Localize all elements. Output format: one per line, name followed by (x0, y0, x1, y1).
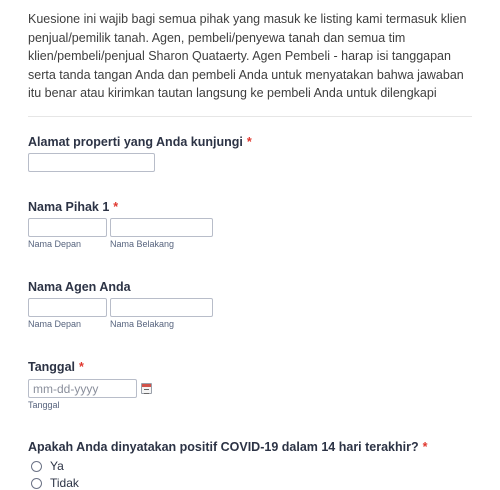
date-label (28, 360, 84, 374)
calendar-icon[interactable] (141, 383, 152, 394)
date-input[interactable] (28, 379, 137, 398)
covid-option-ya[interactable] (31, 459, 64, 473)
required-mark: * (79, 360, 84, 374)
covid-option-tidak[interactable] (31, 476, 79, 490)
covid-option-ya-label: Ya (50, 459, 64, 473)
address-input[interactable] (28, 153, 155, 172)
date-sublabel: Tanggal (28, 400, 60, 410)
required-mark: * (113, 200, 119, 214)
covid-question-label (28, 440, 428, 454)
party1-last-name-input[interactable] (110, 218, 213, 237)
address-label-text: Alamat properti yang Anda kunjungi (28, 135, 243, 149)
party1-first-name-sublabel: Nama Depan (28, 239, 82, 249)
agent-first-name-sublabel: Nama Depan (28, 319, 82, 329)
date-label-text: Tanggal (28, 360, 75, 374)
agent-last-name-input[interactable] (110, 298, 213, 317)
agent-last-name-sublabel: Nama Belakang (110, 319, 175, 329)
party1-last-name-sublabel: Nama Belakang (110, 239, 175, 249)
party1-label-text: Nama Pihak 1 (28, 200, 110, 214)
covid-question-text: Apakah Anda dinyatakan positif COVID-19 dalam 14 hari terakhir? (28, 440, 419, 454)
party1-label (28, 200, 118, 214)
agent-label (28, 280, 131, 294)
form-intro-text: Kuesione ini wajib bagi semua pihak yang masuk ke listing kami termasuk klien penjual/pemilik tanah. Agen, pembeli/penyewa tanah dan semua tim klien/pembeli/penjual Sharon Quataerty. Agen Pembeli - harap isi tanggapan serta tanda tangan Anda dan pembeli Anda untuk menyatakan bahwa jawaban itu benar atau kirimkan tautan langsung ke pembeli Anda untuk dilengkapi (28, 12, 467, 100)
radio-tidak[interactable] (31, 478, 42, 489)
section-divider (28, 116, 472, 117)
required-mark: * (422, 440, 428, 454)
covid-option-tidak-label: Tidak (50, 476, 79, 490)
party1-first-name-input[interactable] (28, 218, 107, 237)
address-label (28, 135, 252, 149)
required-mark: * (246, 135, 252, 149)
agent-label-text: Nama Agen Anda (28, 280, 131, 294)
radio-ya[interactable] (31, 461, 42, 472)
agent-first-name-input[interactable] (28, 298, 107, 317)
